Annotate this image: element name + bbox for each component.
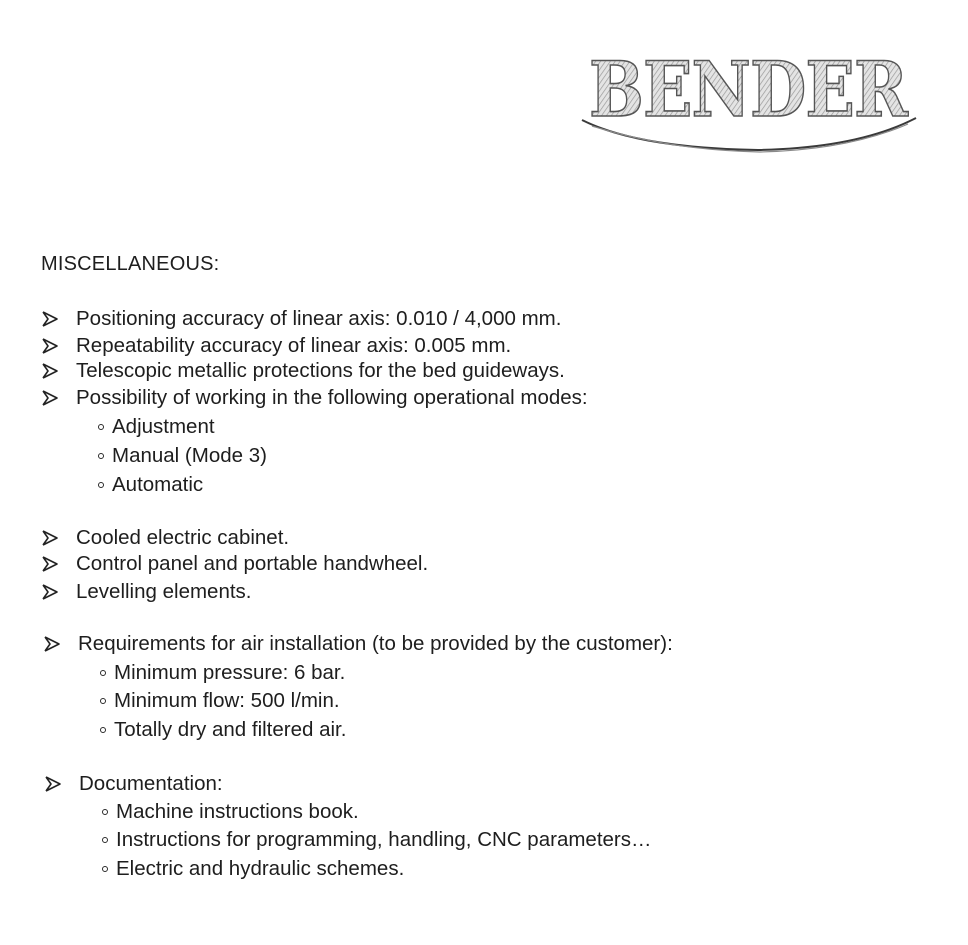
circle-bullet-icon xyxy=(98,453,104,459)
circle-bullet-icon xyxy=(100,727,106,733)
arrow-bullet-icon xyxy=(42,584,58,600)
sub-list-item-text: Electric and hydraulic schemes. xyxy=(116,857,405,880)
list-item-text: Documentation: xyxy=(79,772,223,795)
arrow-bullet-icon xyxy=(42,390,58,406)
logo-wordmark: BENDER xyxy=(589,45,909,134)
sub-list-item-text: Minimum pressure: 6 bar. xyxy=(114,661,346,684)
arrow-bullet-icon xyxy=(44,636,60,652)
list-item-text: Cooled electric cabinet. xyxy=(76,526,290,549)
sub-list-item-text: Machine instructions book. xyxy=(116,800,359,823)
sub-list-item-text: Automatic xyxy=(112,473,204,496)
arrow-bullet-icon xyxy=(42,338,58,354)
circle-bullet-icon xyxy=(102,837,108,843)
arrow-bullet-icon xyxy=(42,311,58,327)
sub-list-item-text: Totally dry and filtered air. xyxy=(114,718,347,741)
arrow-bullet-icon xyxy=(42,556,58,572)
circle-bullet-icon xyxy=(102,866,108,872)
list-item-text: Requirements for air installation (to be provided by the customer): xyxy=(78,632,673,655)
arrow-bullet-icon xyxy=(42,530,58,546)
bender-logo xyxy=(578,44,918,160)
list-item-text: Positioning accuracy of linear axis: 0.010 / 4,000 mm. xyxy=(76,307,562,330)
sub-list-item-text: Instructions for programming, handling, CNC parameters… xyxy=(116,828,652,851)
list-item-text: Possibility of working in the following operational modes: xyxy=(76,386,588,409)
list-item-text: Control panel and portable handwheel. xyxy=(76,552,429,575)
circle-bullet-icon xyxy=(98,482,104,488)
sub-list-item-text: Minimum flow: 500 l/min. xyxy=(114,689,340,712)
arrow-bullet-icon xyxy=(42,363,58,379)
list-item-text: Levelling elements. xyxy=(76,580,252,603)
list-item-text: Telescopic metallic protections for the bed guideways. xyxy=(76,359,565,382)
bender-logo-graphic xyxy=(578,44,918,160)
sub-list-item-text: Manual (Mode 3) xyxy=(112,444,267,467)
arrow-bullet-icon xyxy=(45,776,61,792)
list-item-text: Repeatability accuracy of linear axis: 0.005 mm. xyxy=(76,334,512,357)
section-heading: MISCELLANEOUS: xyxy=(41,253,220,275)
circle-bullet-icon xyxy=(98,424,104,430)
sub-list-item-text: Adjustment xyxy=(112,415,215,438)
circle-bullet-icon xyxy=(100,670,106,676)
circle-bullet-icon xyxy=(102,809,108,815)
circle-bullet-icon xyxy=(100,698,106,704)
